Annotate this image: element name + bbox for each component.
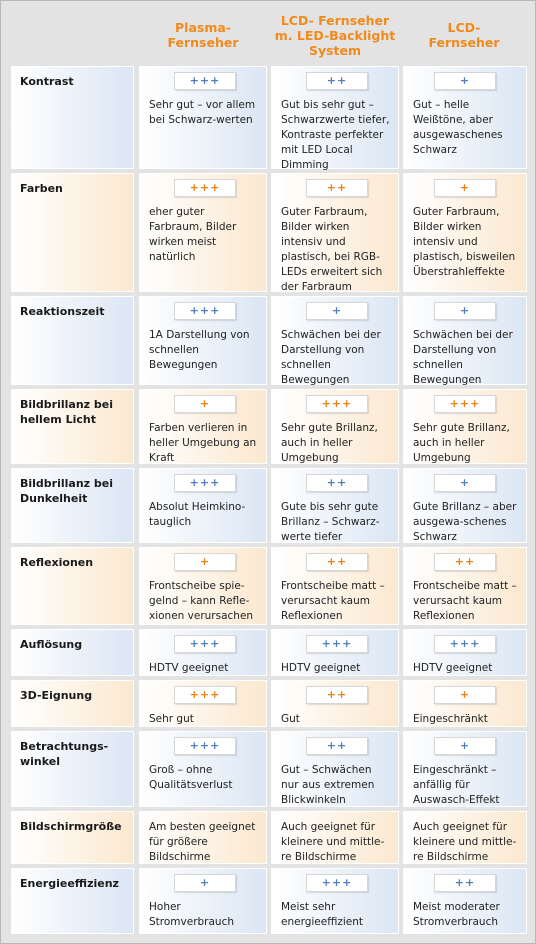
table-cell bbox=[139, 811, 267, 864]
table-cell bbox=[271, 468, 399, 543]
cell-description: Schwächen bei der Darstellung von schnellen Bewegungen bbox=[281, 329, 381, 386]
row-label: Betrachtungs-winkel bbox=[11, 731, 134, 807]
rating-badge: +++ bbox=[306, 395, 368, 413]
rating-badge: +++ bbox=[174, 474, 236, 492]
table-cell bbox=[139, 680, 267, 727]
cell-description: eher guter Farbraum, Bilder wirken meist natürlich bbox=[149, 206, 237, 263]
table-cell bbox=[271, 680, 399, 727]
rating-badge: + bbox=[434, 737, 496, 755]
table-row bbox=[11, 629, 527, 676]
cell-description: HDTV geeignet bbox=[413, 662, 493, 674]
rating-badge: + bbox=[434, 474, 496, 492]
row-label: Bildbrillanz bei hellem Licht bbox=[11, 389, 134, 464]
rating-badge: + bbox=[434, 302, 496, 320]
rating-badge: ++ bbox=[306, 686, 368, 704]
row-label: Reaktionszeit bbox=[11, 296, 134, 385]
rating-badge: +++ bbox=[174, 686, 236, 704]
cell-description: HDTV geeignet bbox=[149, 662, 229, 674]
table-row bbox=[11, 811, 527, 864]
table-cell bbox=[271, 811, 399, 864]
table-row bbox=[11, 731, 527, 807]
cell-description: Am besten geeignet für größere Bildschirme bbox=[149, 821, 256, 863]
cell-description: Guter Farbraum, Bilder wirken intensiv und plastisch, bei RGB-LEDs erweitert sich der Farbraum bbox=[281, 206, 383, 293]
cell-description: Gute Brillanz – aber ausgewa-schenes Schwarz bbox=[413, 501, 517, 543]
row-label: Bildbrillanz bei Dunkelheit bbox=[11, 468, 134, 543]
table-row bbox=[11, 296, 527, 385]
row-label: Bildschirmgröße bbox=[11, 811, 134, 864]
rating-badge: +++ bbox=[434, 635, 496, 653]
cell-description: Meist sehr energieeffizient bbox=[281, 901, 364, 928]
table-row bbox=[11, 680, 527, 727]
row-label: 3D-Eignung bbox=[11, 680, 134, 727]
cell-description: Gut bbox=[281, 713, 300, 725]
table-cell bbox=[139, 66, 267, 169]
table-row bbox=[11, 389, 527, 464]
rating-badge: +++ bbox=[306, 635, 368, 653]
table-row bbox=[11, 468, 527, 543]
table-cell bbox=[139, 547, 267, 625]
cell-description: Sehr gut – vor allem bei Schwarz-werten bbox=[149, 99, 256, 126]
table-cell bbox=[271, 547, 399, 625]
table-row bbox=[11, 868, 527, 934]
rating-badge: ++ bbox=[306, 474, 368, 492]
table-cell bbox=[271, 629, 399, 676]
cell-description: HDTV geeignet bbox=[281, 662, 361, 674]
rating-badge: ++ bbox=[306, 737, 368, 755]
table-cell bbox=[139, 173, 267, 292]
rating-badge: +++ bbox=[434, 395, 496, 413]
cell-description: Eingeschränkt – anfällig für Auswasch-Effekt bbox=[413, 764, 500, 806]
cell-description: Frontscheibe matt – verursacht kaum Reflexionen bbox=[413, 580, 517, 622]
cell-description: Meist moderater Stromverbrauch bbox=[413, 901, 500, 928]
column-header-lcd: LCD- Fernseher bbox=[428, 20, 500, 50]
table-cell bbox=[403, 296, 527, 385]
rating-badge: ++ bbox=[306, 553, 368, 571]
rating-badge: ++ bbox=[434, 553, 496, 571]
rating-badge: + bbox=[434, 72, 496, 90]
row-label: Auflösung bbox=[11, 629, 134, 676]
rating-badge: +++ bbox=[174, 737, 236, 755]
rating-badge: + bbox=[434, 179, 496, 197]
table-cell bbox=[403, 468, 527, 543]
table-cell bbox=[403, 173, 527, 292]
row-label: Reflexionen bbox=[11, 547, 134, 625]
table-cell bbox=[139, 296, 267, 385]
cell-description: Gut – helle Weißtöne, aber ausgewaschenes Schwarz bbox=[413, 99, 503, 156]
table-cell bbox=[271, 296, 399, 385]
rating-badge: +++ bbox=[174, 635, 236, 653]
table-cell bbox=[139, 468, 267, 543]
table-cell bbox=[271, 66, 399, 169]
cell-description: Gut bis sehr gut – Schwarzwerte tiefer, Kontraste perfekter mit LED Local Dimming bbox=[281, 99, 390, 171]
cell-description: Gute bis sehr gute Brillanz – Schwarz-werte tiefer bbox=[281, 501, 380, 543]
table-cell bbox=[403, 868, 527, 934]
rating-badge: + bbox=[174, 874, 236, 892]
rating-badge: ++ bbox=[306, 179, 368, 197]
row-label: Energieeffizienz bbox=[11, 868, 134, 934]
table-cell bbox=[403, 731, 527, 807]
cell-description: Absolut Heimkino-tauglich bbox=[149, 501, 246, 528]
rating-badge: +++ bbox=[306, 874, 368, 892]
cell-description: Auch geeignet für kleinere und mittle-re Bildschirme bbox=[413, 821, 517, 863]
rating-badge: + bbox=[434, 686, 496, 704]
cell-description: Guter Farbraum, Bilder wirken intensiv und plastisch, bisweilen Überstrahleffekte bbox=[413, 206, 516, 278]
rating-badge: +++ bbox=[174, 302, 236, 320]
cell-description: Sehr gute Brillanz, auch in heller Umgebung bbox=[281, 422, 378, 464]
row-label: Kontrast bbox=[11, 66, 134, 169]
column-header-lcd-led: LCD- Fernseher m. LED-Backlight System bbox=[274, 12, 396, 58]
table-cell bbox=[139, 389, 267, 464]
cell-description: Schwächen bei der Darstellung von schnellen Bewegungen bbox=[413, 329, 513, 386]
table-cell bbox=[139, 868, 267, 934]
cell-description: Frontscheibe matt – verursacht kaum Reflexionen bbox=[281, 580, 385, 622]
cell-description: Sehr gut bbox=[149, 713, 194, 725]
table-cell bbox=[403, 66, 527, 169]
cell-description: 1A Darstellung von schnellen Bewegungen bbox=[149, 329, 250, 371]
row-label: Farben bbox=[11, 173, 134, 292]
table-cell bbox=[139, 629, 267, 676]
table-cell bbox=[271, 731, 399, 807]
rating-badge: +++ bbox=[174, 72, 236, 90]
table-row bbox=[11, 66, 527, 169]
table-cell bbox=[271, 389, 399, 464]
table-cell bbox=[271, 173, 399, 292]
rating-badge: ++ bbox=[434, 874, 496, 892]
table-cell bbox=[403, 629, 527, 676]
table-cell bbox=[139, 731, 267, 807]
rating-badge: + bbox=[174, 395, 236, 413]
cell-description: Auch geeignet für kleinere und mittle-re Bildschirme bbox=[281, 821, 385, 863]
rating-badge: ++ bbox=[306, 72, 368, 90]
table-cell bbox=[403, 680, 527, 727]
cell-description: Farben verlieren in heller Umgebung an Kraft bbox=[149, 422, 257, 464]
cell-description: Groß – ohne Qualitätsverlust bbox=[149, 764, 233, 791]
table-row bbox=[11, 547, 527, 625]
cell-description: Sehr gute Brillanz, auch in heller Umgebung bbox=[413, 422, 510, 464]
column-header-plasma: Plasma- Fernseher bbox=[167, 20, 239, 50]
cell-description: Frontscheibe spie-gelnd – kann Refle-xionen verursachen bbox=[149, 580, 254, 622]
table-cell bbox=[271, 868, 399, 934]
rating-badge: + bbox=[174, 553, 236, 571]
table-cell bbox=[403, 811, 527, 864]
cell-description: Gut – Schwächen nur aus extremen Blickwinkeln bbox=[281, 764, 375, 806]
cell-description: Eingeschränkt bbox=[413, 713, 488, 725]
table-row bbox=[11, 173, 527, 292]
table-cell bbox=[403, 547, 527, 625]
table-cell bbox=[403, 389, 527, 464]
rating-badge: +++ bbox=[174, 179, 236, 197]
cell-description: Hoher Stromverbrauch bbox=[149, 901, 235, 928]
rating-badge: + bbox=[306, 302, 368, 320]
